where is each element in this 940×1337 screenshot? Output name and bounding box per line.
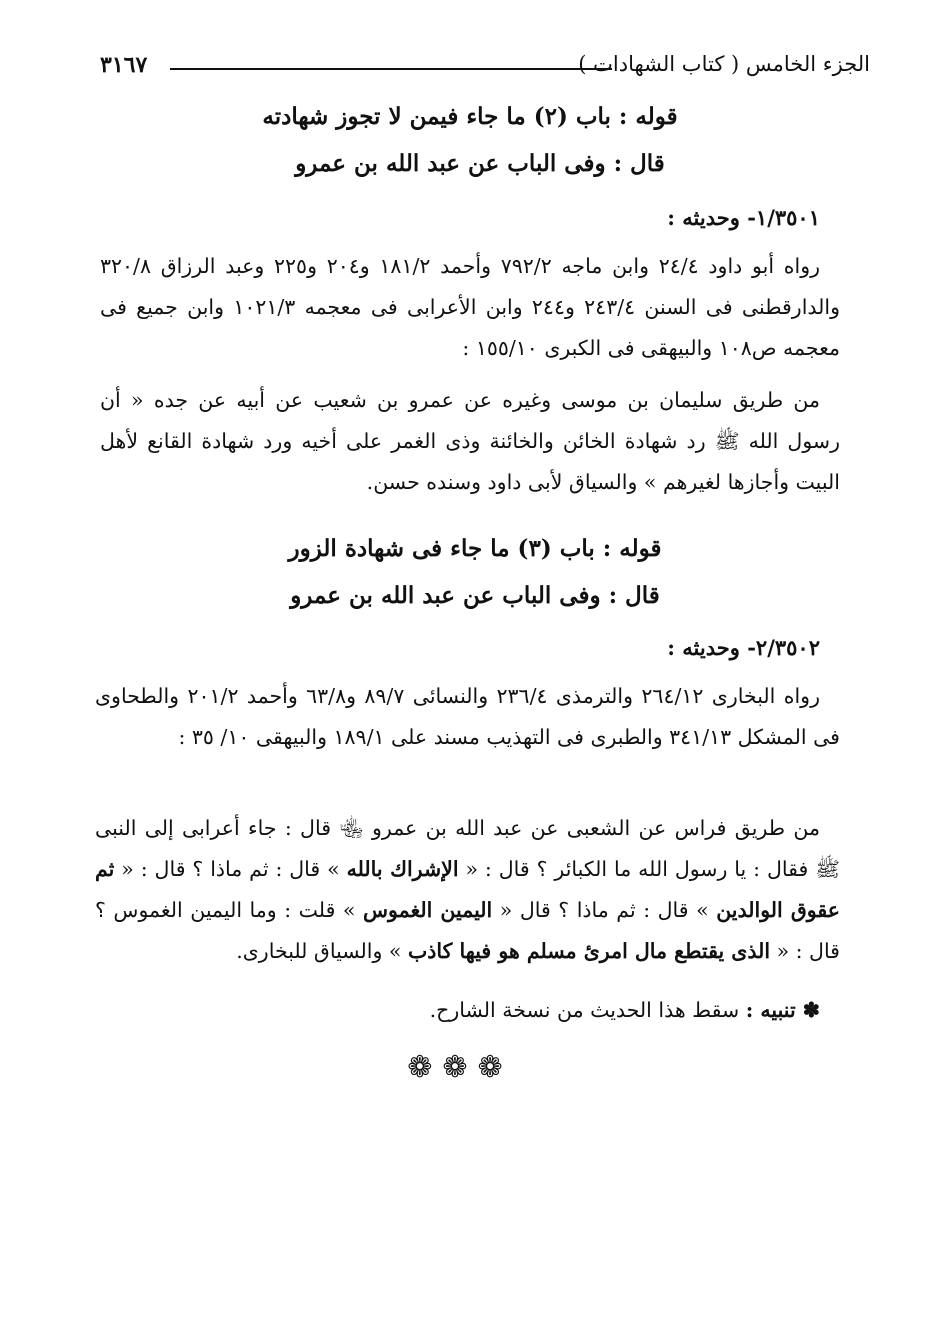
hadith-text-2-part: » والسياق للبخارى. bbox=[236, 939, 408, 963]
chapter-subheading-2: قال : وفى الباب عن عبد الله بن عمرو bbox=[290, 582, 660, 609]
header-title: الجزء الخامس ( كتاب الشهادات ) bbox=[578, 52, 870, 76]
note-label: تنبيه : bbox=[745, 998, 796, 1022]
hadith-text-2 bbox=[95, 808, 840, 972]
chapter-subheading-1: قال : وفى الباب عن عبد الله بن عمرو bbox=[295, 150, 665, 177]
running-header bbox=[100, 50, 870, 90]
hadith-number-2: ٢/٣٥٠٢- وحديثه : bbox=[667, 635, 820, 660]
hadith-number-1: ١/٣٥٠١- وحديثه : bbox=[667, 205, 820, 230]
hadith-text-2-part: من طريق فراس عن الشعبى عن عبد الله بن عمرو ﵄ قال : جاء أعرابى إلى النبى ﷺ فقال : يا رسول الله ما الكبائر ؟ قال : « bbox=[95, 816, 840, 881]
hadith-sources-2: رواه البخارى ٢٦٤/١٢ والترمذى ٢٣٦/٤ والنسائى ٨٩/٧ و٦٣/٨ وأحمد ٢٠١/٢ والطحاوى فى المشكل ٣٤١/١٣ والطبرى فى التهذيب مسند على ١٨٩/١ والبيهقى ١٠/ ٣٥ : bbox=[95, 684, 840, 749]
prophetic-quote-1: الإشراك بالله bbox=[346, 857, 459, 881]
note-asterisk-icon: ✽ bbox=[795, 998, 820, 1022]
header-rule bbox=[170, 68, 612, 70]
chapter-heading-2: قوله : باب (٣) ما جاء فى شهادة الزور bbox=[288, 535, 662, 562]
hadith-text-2-part: » قال : ثم ماذا ؟ قال : « bbox=[114, 857, 347, 881]
editor-note bbox=[95, 990, 820, 1031]
hadith-text-2-part: » قلت : وما اليمين الغموس ؟ قال : « bbox=[95, 898, 840, 963]
ornament-separator: ❁❁❁ bbox=[407, 1050, 513, 1085]
prophetic-quote-4: الذى يقتطع مال امرئ مسلم هو فيها كاذب bbox=[407, 939, 771, 963]
hadith-text-2-part: » قال : ثم ماذا ؟ قال « bbox=[492, 898, 717, 922]
page-number: ٣١٦٧ bbox=[100, 52, 148, 78]
chapter-heading-1: قوله : باب (٢) ما جاء فيمن لا تجوز شهادته bbox=[262, 103, 678, 130]
hadith-text-1: من طريق سليمان بن موسى وغيره عن عمرو بن شعيب عن أبيه عن جده « أن رسول الله ﷺ رد شهادة الخائن والخائنة وذى الغمر على أخيه ورد شهادة القانع لأهل البيت وأجازها لغيرهم » والسياق لأبى داود وسنده حسن. bbox=[100, 388, 840, 494]
prophetic-quote-2: ثم عقوق الوالدين bbox=[95, 857, 840, 922]
note-text: سقط هذا الحديث من نسخة الشارح. bbox=[429, 998, 746, 1022]
prophetic-quote-3: اليمين الغموس bbox=[362, 898, 493, 922]
hadith-sources-1: رواه أبو داود ٢٤/٤ وابن ماجه ٧٩٢/٢ وأحمد ١٨١/٢ و٢٠٤ و٢٢٥ وعبد الرزاق ٣٢٠/٨ والدارقطنى فى السنن ٢٤٣/٤ و٢٤٤ وابن الأعرابى فى معجمه ١٠٢١/٣ وابن جميع فى معجمه ص١٠٨ والبيهقى فى الكبرى ١٥٥/١٠ : bbox=[100, 254, 841, 360]
